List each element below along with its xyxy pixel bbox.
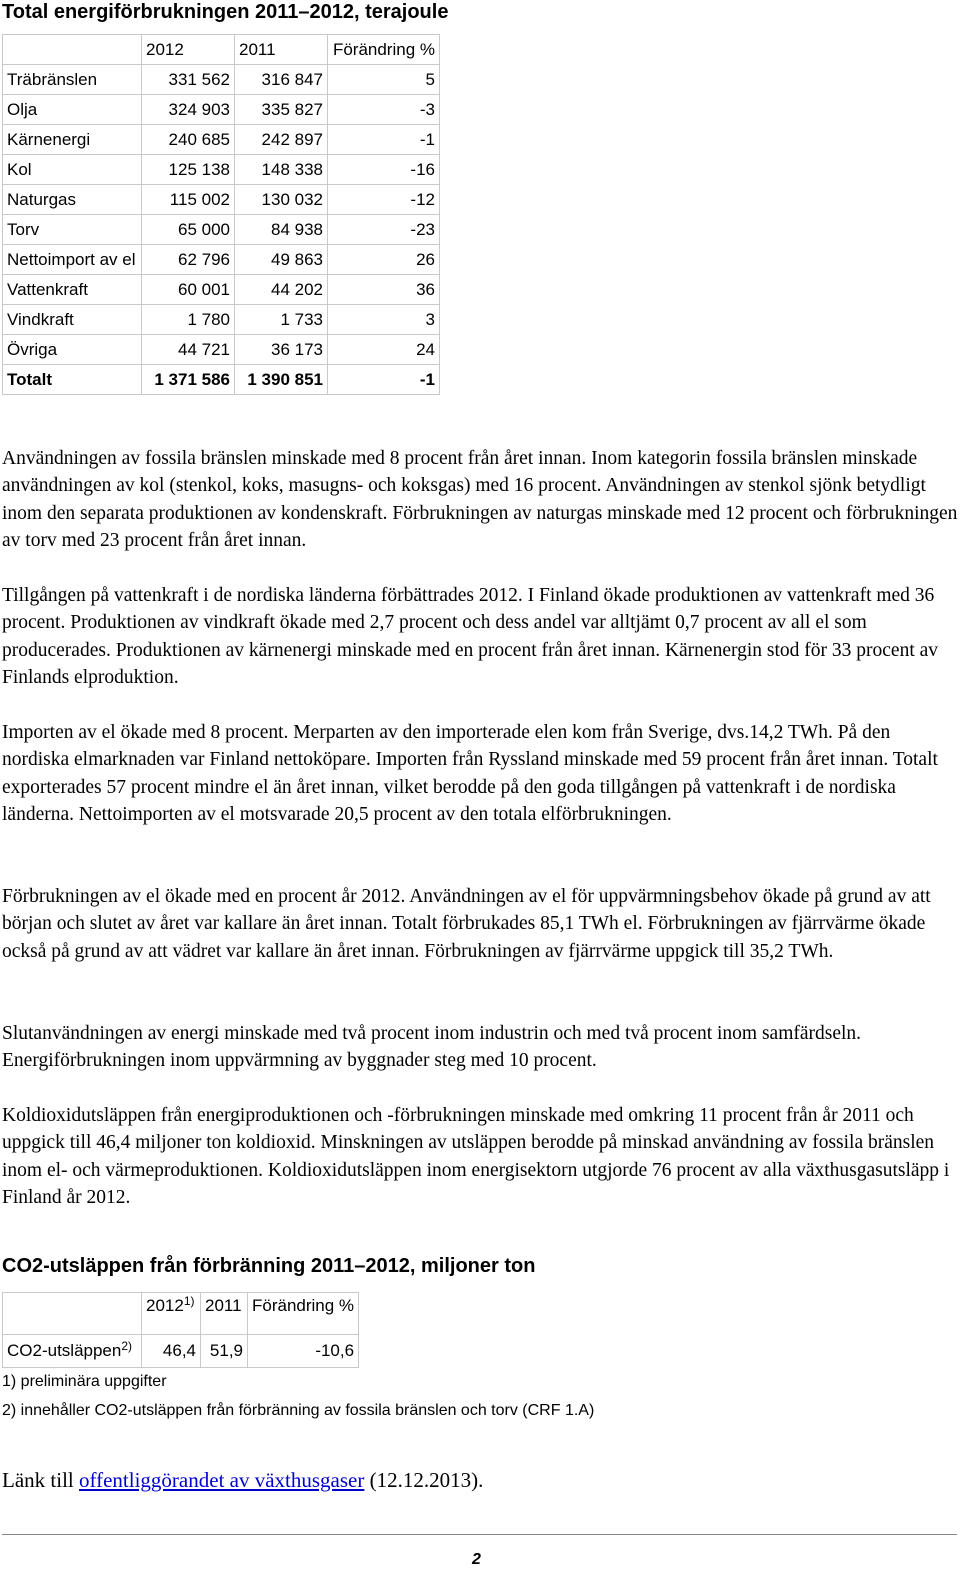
paragraph-fossil-fuels: Användningen av fossila bränslen minskade med 8 procent från året innan. Inom kategorin fossila bränslen minskade användningen av kol (stenkol, koks, masugns- och koksgas) med 16 procent. Användningen av stenkol sjönk betydligt inom den separata produktionen av kondenskraft. Förbrukningen av naturgas minskade med 12 procent och förbrukningen av torv med 23 procent från året innan.	[2, 448, 958, 551]
value-change: 24	[328, 335, 440, 365]
value-2011: 84 938	[235, 215, 328, 245]
header-year-2012: 2012	[146, 1296, 184, 1315]
paragraph-electricity-import: Importen av el ökade med 8 procent. Merparten av den importerade elen kom från Sverige, dvs.14,2 TWh. På den nordiska elmarknaden var Finland nettoköpare. Importen från Ryssland minskade med 59 procent från året innan. Totalt exporterades 57 procent mindre el än året innan, vilket berodde på den goda tillgången på vattenkraft i de nordiska länderna. Nettoimporten av el motsvarade 20,5 procent av den totala elförbrukningen.	[2, 722, 938, 825]
value-2012: 324 903	[142, 95, 235, 125]
table-header-row	[3, 1293, 359, 1335]
row-label: Torv	[3, 215, 142, 245]
value-2012: 46,4	[142, 1335, 201, 1368]
value-2011: 335 827	[235, 95, 328, 125]
value-2011: 49 863	[235, 245, 328, 275]
header-cell-2011: 2011	[201, 1293, 248, 1335]
value-change: -12	[328, 185, 440, 215]
row-label: Träbränslen	[3, 65, 142, 95]
footnote-marker-2: 2)	[121, 1339, 133, 1353]
table-total-row	[3, 365, 440, 395]
footnote-1: 1) preliminära uppgifter	[2, 1373, 167, 1390]
header-cell-change: Förändring %	[248, 1293, 359, 1335]
value-change: -23	[328, 215, 440, 245]
value-change: 5	[328, 65, 440, 95]
value-2012: 1 780	[142, 305, 235, 335]
link-prefix: Länk till	[2, 1468, 79, 1492]
paragraph-co2-emissions: Koldioxidutsläppen från energiproduktionen och -förbrukningen minskade med omkring 11 procent från år 2011 och uppgick till 46,4 miljoner ton koldioxid. Minskningen av utsläppen berodde på minskad användning av fossila bränslen inom el- och värmeproduktionen. Koldioxidutsläppen inom energisektorn utgjorde 76 procent av alla växthusgasutsläpp i Finland år 2012.	[2, 1105, 950, 1208]
footer-divider	[2, 1534, 957, 1535]
row-label: CO2-utsläppen	[7, 1341, 122, 1360]
co2-emissions-table	[2, 1292, 359, 1368]
value-2012: 331 562	[142, 65, 235, 95]
header-cell-2012	[142, 1293, 201, 1335]
value-change: 3	[328, 305, 440, 335]
value-2012: 62 796	[142, 245, 235, 275]
value-change: 26	[328, 245, 440, 275]
table-row	[3, 335, 440, 365]
energy-table-title: Total energiförbrukningen 2011–2012, terajoule	[2, 1, 449, 23]
row-label: Kärnenergi	[3, 125, 142, 155]
value-change: -3	[328, 95, 440, 125]
value-2011: 130 032	[235, 185, 328, 215]
row-label: Nettoimport av el	[3, 245, 142, 275]
row-label: Kol	[3, 155, 142, 185]
value-change: -1	[328, 125, 440, 155]
value-2012: 1 371 586	[142, 365, 235, 395]
paragraph-hydro-power: Tillgången på vattenkraft i de nordiska länderna förbättrades 2012. I Finland ökade produktionen av vattenkraft med 36 procent. Produktionen av vindkraft ökade med 2,7 procent och dess andel var alltjämt 0,7 procent av all el som producerades. Produktionen av kärnenergi minskade med en procent från året innan. Kärnenergin stod för 33 procent av Finlands elproduktion.	[2, 585, 939, 688]
value-change: 36	[328, 275, 440, 305]
table-row	[3, 65, 440, 95]
greenhouse-gas-publication-link[interactable]: offentliggörandet av växthusgaser	[79, 1468, 365, 1492]
value-2012: 44 721	[142, 335, 235, 365]
value-2012: 60 001	[142, 275, 235, 305]
value-2012: 240 685	[142, 125, 235, 155]
value-2012: 125 138	[142, 155, 235, 185]
footnote-marker-1: 1)	[183, 1294, 195, 1308]
link-line	[2, 1468, 483, 1493]
value-change: -1	[328, 365, 440, 395]
row-label: Övriga	[3, 335, 142, 365]
link-suffix: (12.12.2013).	[364, 1468, 484, 1492]
energy-consumption-table	[2, 34, 440, 395]
co2-table-title: CO2-utsläppen från förbränning 2011–2012, miljoner ton	[2, 1255, 536, 1277]
row-label: Vattenkraft	[3, 275, 142, 305]
value-2011: 148 338	[235, 155, 328, 185]
row-label: Olja	[3, 95, 142, 125]
paragraph-final-use: Slutanvändningen av energi minskade med två procent inom industrin och med två procent inom samfärdseln. Energiförbrukningen inom uppvärmning av byggnader steg med 10 procent.	[2, 1023, 862, 1072]
row-label: Totalt	[3, 365, 142, 395]
value-change: -10,6	[248, 1335, 359, 1368]
page-number: 2	[472, 1551, 481, 1568]
table-row	[3, 155, 440, 185]
value-2011: 316 847	[235, 65, 328, 95]
value-2012: 65 000	[142, 215, 235, 245]
value-2012: 115 002	[142, 185, 235, 215]
header-cell: 2012	[142, 35, 235, 65]
table-row	[3, 125, 440, 155]
value-2011: 1 390 851	[235, 365, 328, 395]
value-2011: 44 202	[235, 275, 328, 305]
header-cell: Förändring %	[328, 35, 440, 65]
row-label: Vindkraft	[3, 305, 142, 335]
table-row	[3, 275, 440, 305]
header-cell	[3, 35, 142, 65]
table-header-row	[3, 35, 440, 65]
table-row	[3, 1335, 359, 1368]
header-cell-empty	[3, 1293, 142, 1335]
value-2011: 36 173	[235, 335, 328, 365]
value-change: -16	[328, 155, 440, 185]
table-row	[3, 185, 440, 215]
table-row	[3, 305, 440, 335]
header-cell: 2011	[235, 35, 328, 65]
table-row	[3, 95, 440, 125]
paragraph-electricity-consumption: Förbrukningen av el ökade med en procent år 2012. Användningen av el för uppvärmningsbehov ökade på grund av att början och slutet av året var kallare än året innan. Totalt förbrukades 85,1 TWh el. Förbrukningen av fjärrvärme ökade också på grund av att vädret var kallare än året innan. Förbrukningen av fjärrvärme uppgick till 35,2 TWh.	[2, 886, 931, 962]
table-row	[3, 245, 440, 275]
table-row	[3, 215, 440, 245]
footnote-2: 2) innehåller CO2-utsläppen från förbränning av fossila bränslen och torv (CRF 1.A)	[2, 1402, 595, 1419]
value-2011: 51,9	[201, 1335, 248, 1368]
value-2011: 242 897	[235, 125, 328, 155]
row-label: Naturgas	[3, 185, 142, 215]
row-label-cell	[3, 1335, 142, 1368]
value-2011: 1 733	[235, 305, 328, 335]
